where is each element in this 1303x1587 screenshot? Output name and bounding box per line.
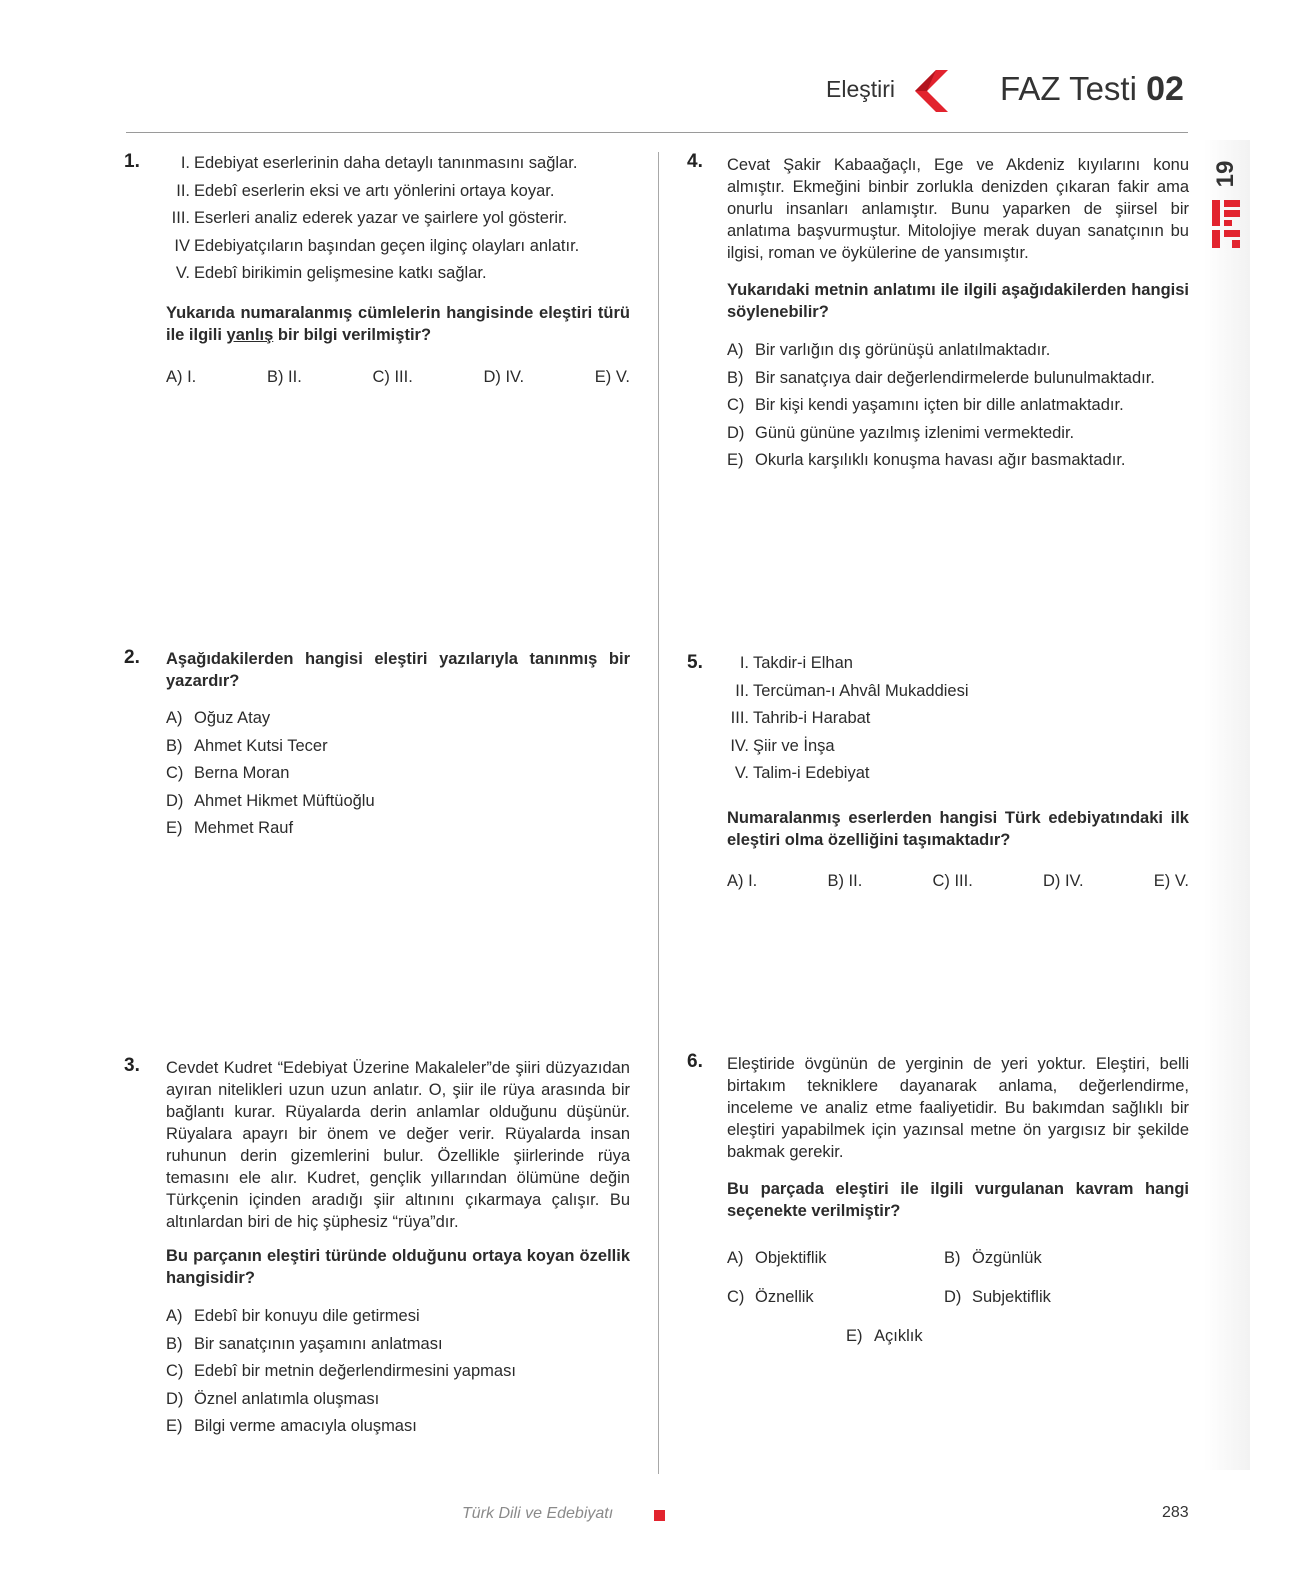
option-b[interactable]: B) Ahmet Kutsi Tecer bbox=[166, 736, 328, 755]
option-d[interactable]: D) Günü gününe yazılmış izlenimi vermektedir. bbox=[727, 423, 1075, 442]
question-number: 6. bbox=[687, 1051, 703, 1072]
option-c[interactable]: C) Bir kişi kendi yaşamını içten bir dille anlatmaktadır. bbox=[727, 396, 1124, 414]
work-item: I. Takdir-i Elhan bbox=[739, 654, 853, 672]
question-stem: Yukarıdaki metnin anlatımı ile ilgili aşağıdakilerden hangisi söylenebilir? bbox=[727, 281, 1189, 321]
work-item: III. Tahrib-i Harabat bbox=[730, 709, 871, 727]
option-c[interactable]: C) Öznellik bbox=[727, 1288, 814, 1306]
question-number: 3. bbox=[124, 1055, 140, 1076]
option-b[interactable]: B) Bir sanatçının yaşamını anlatması bbox=[166, 1334, 443, 1353]
q1-statements bbox=[168, 150, 579, 288]
test-title bbox=[1000, 70, 1184, 109]
options-row bbox=[166, 368, 630, 387]
side-page-number: 19 bbox=[1212, 160, 1239, 188]
statement-item: V. Edebî birikimin gelişmesine katkı sağlar. bbox=[175, 264, 487, 282]
option-d[interactable]: D) IV. bbox=[1042, 872, 1084, 890]
statement-item: II. Edebî eserlerin eksi ve artı yönlerini ortaya koyar. bbox=[176, 181, 555, 200]
option-c[interactable]: C) III. bbox=[372, 368, 413, 386]
footer-book-title: Türk Dili ve Edebiyatı bbox=[462, 1505, 614, 1522]
question-number: 5. bbox=[687, 652, 703, 673]
page-number: 283 bbox=[1162, 1504, 1189, 1521]
option-c[interactable]: C) Berna Moran bbox=[166, 764, 290, 782]
work-item: IV. Şiir ve İnşa bbox=[730, 736, 835, 755]
passage: Eleştiride övgünün de yerginin de yeri yoktur. Eleştiri, belli birtakım tekniklere dayanarak anlama, değerlendirme, inceleme ve analiz etme faaliyetidir. Bu bakımdan sağlıklı bir eleştiri yapabilmek için yazınsal metne ön yargısız bir şekilde bakmak gerekir. bbox=[727, 1055, 1189, 1161]
option-a[interactable]: A) Edebî bir konuyu dile getirmesi bbox=[166, 1307, 420, 1325]
passage: Cevat Şakir Kabaağaçlı, Ege ve Akdeniz kıyılarını konu almıştır. Ekmeğini binbir zorlukla denizden çıkaran fakir ama onurlu insanları anlamıştır. Bunu yaparken de şiirsel bir anlatıma başvurmuştur. Mitolojiye merak duyan sanatçının bu ilgisi, roman ve öykülerine de yansımıştır. bbox=[727, 156, 1189, 262]
statement-item: IV Edebiyatçıların başından geçen ilginç olayları anlatır. bbox=[174, 236, 580, 255]
q3-options bbox=[166, 1303, 516, 1441]
question-number: 4. bbox=[687, 151, 703, 172]
option-b[interactable]: B) II. bbox=[266, 368, 302, 386]
option-b[interactable]: B) Özgünlük bbox=[944, 1249, 1042, 1267]
option-a[interactable]: A) Bir varlığın dış görünüşü anlatılmaktadır. bbox=[727, 341, 1051, 359]
option-e[interactable]: E) Mehmet Rauf bbox=[166, 819, 294, 837]
question-stem: Bu parçada eleştiri ile ilgili vurgulanan kavram hangi seçenekte verilmiştir? bbox=[727, 1180, 1189, 1220]
question-number: 1. bbox=[124, 151, 140, 172]
chevron-left-icon bbox=[906, 68, 952, 114]
option-a[interactable]: A) I. bbox=[727, 872, 758, 890]
statement-item: I. Edebiyat eserlerinin daha detaylı tanınmasını sağlar. bbox=[180, 154, 578, 172]
test-title-prefix: FAZ Testi bbox=[1000, 70, 1137, 107]
option-e[interactable]: E) Bilgi verme amacıyla oluşması bbox=[166, 1417, 417, 1435]
option-d[interactable]: D) Öznel anlatımla oluşması bbox=[166, 1389, 380, 1408]
section-topic: Eleştiri bbox=[826, 76, 896, 102]
side-band bbox=[1204, 140, 1250, 1470]
publisher-logo-icon bbox=[1210, 198, 1242, 252]
option-e[interactable]: E) Açıklık bbox=[846, 1327, 923, 1345]
option-d[interactable]: D) Subjektiflik bbox=[944, 1288, 1051, 1306]
header-divider bbox=[126, 132, 1188, 133]
question-stem: Numaralanmış eserlerden hangisi Türk edebiyatındaki ilk eleştiri olma özelliğini taşımaktadır? bbox=[727, 809, 1189, 849]
option-b[interactable]: B) II. bbox=[827, 872, 863, 890]
question-stem: Bu parçanın eleştiri türünde olduğunu ortaya koyan özellik hangisidir? bbox=[166, 1247, 630, 1287]
statement-item: III. Eserleri analiz ederek yazar ve şairlere yol gösterir. bbox=[171, 209, 568, 227]
test-number: 02 bbox=[1146, 70, 1184, 108]
option-b[interactable]: B) Bir sanatçıya dair değerlendirmelerde bulunulmaktadır. bbox=[727, 368, 1155, 387]
question-stem: Yukarıda numaralanmış cümlelerin hangisinde eleştiri türü ile ilgili yanlış bir bilgi verilmiştir? bbox=[166, 304, 630, 344]
q5-items bbox=[727, 650, 969, 788]
option-c[interactable]: C) III. bbox=[932, 872, 973, 890]
footer-square-icon bbox=[654, 1510, 665, 1521]
option-d[interactable]: D) IV. bbox=[483, 368, 525, 386]
work-item: V. Talim-i Edebiyat bbox=[734, 764, 870, 782]
emphasis-word: yanlış bbox=[226, 326, 274, 344]
option-a[interactable]: A) Oğuz Atay bbox=[166, 709, 271, 727]
q4-options bbox=[727, 337, 1155, 475]
question-stem: Aşağıdakilerden hangisi eleştiri yazılarıyla tanınmış bir yazardır? bbox=[166, 650, 630, 690]
option-e[interactable]: E) Okurla karşılıklı konuşma havası ağır basmaktadır. bbox=[727, 451, 1126, 469]
option-e[interactable]: E) V. bbox=[1153, 872, 1189, 890]
passage: Cevdet Kudret “Edebiyat Üzerine Makaleler”de şiiri düzyazıdan ayıran nitelikleri uzun uzun anlatır. O, şiir ile rüya arasında bir bağlantı kurar. Rüyalarda derin anlamlar olduğunu düşünür. Rüyalara apayrı bir önem ve değer verir. Rüyalarda insan ruhunun derin gizemlerini bulur. Özellikle şiirlerinde rüya temasını ele alır. Kudret, gençlik yıllarından ölümüne değin Türkçenin içinden aradığı şiir altınını çıkarmaya çalışır. Bu altınlardan biri de hiç şüphesiz “rüya”dır. bbox=[166, 1059, 630, 1231]
column-divider bbox=[658, 152, 659, 1474]
option-a[interactable]: A) Objektiflik bbox=[727, 1249, 827, 1267]
option-d[interactable]: D) Ahmet Hikmet Müftüoğlu bbox=[166, 791, 375, 810]
option-a[interactable]: A) I. bbox=[166, 368, 197, 386]
option-c[interactable]: C) Edebî bir metnin değerlendirmesini yapması bbox=[166, 1362, 516, 1380]
option-e[interactable]: E) V. bbox=[594, 368, 630, 386]
q2-options bbox=[166, 705, 375, 843]
options-row bbox=[727, 872, 1189, 891]
question-number: 2. bbox=[124, 647, 140, 668]
work-item: II. Tercüman-ı Ahvâl Mukaddiesi bbox=[735, 681, 969, 700]
